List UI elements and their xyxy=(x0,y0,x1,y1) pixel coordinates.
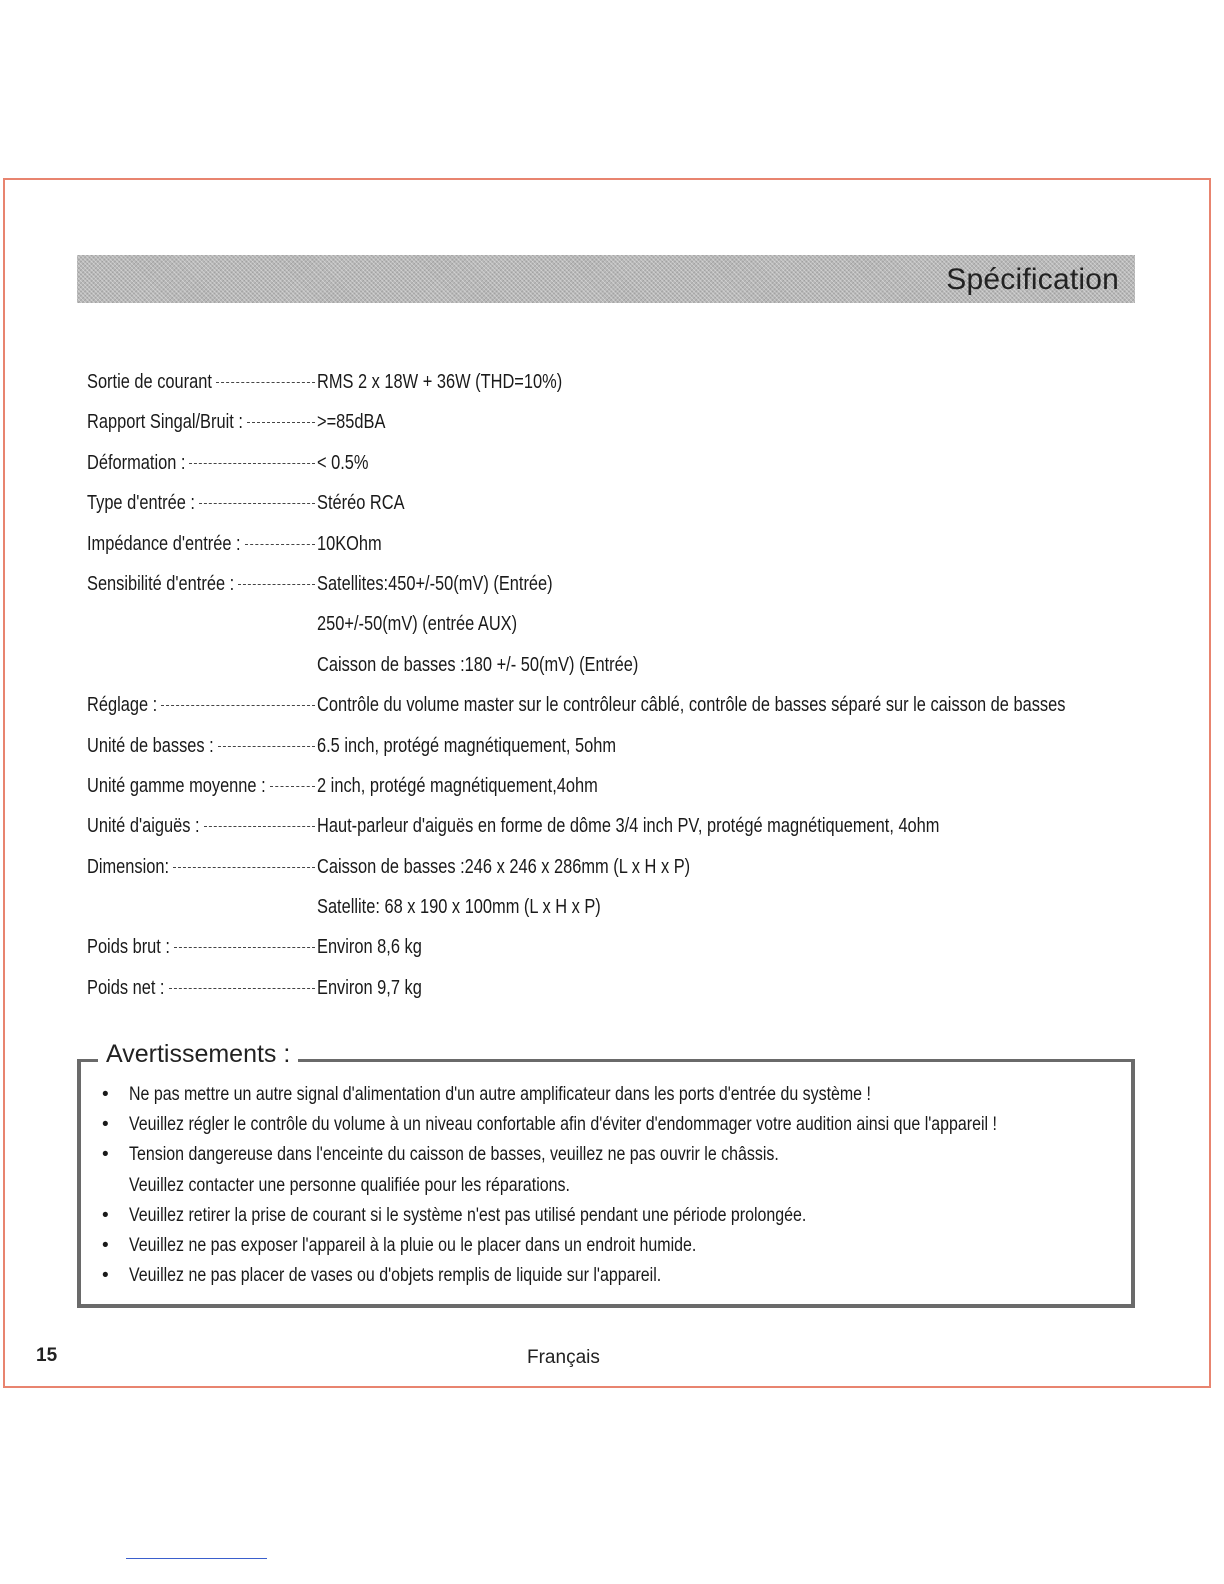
warning-item xyxy=(102,1171,1132,1201)
spec-value: 6.5 inch, protégé magnétiquement, 5ohm xyxy=(317,734,617,757)
spec-leader-dashes xyxy=(245,544,315,545)
footer-language: Français xyxy=(527,1347,600,1368)
spec-value: >=85dBA xyxy=(317,411,386,434)
spec-leader-dashes xyxy=(218,746,315,747)
spec-row xyxy=(87,726,1147,766)
spec-row xyxy=(87,887,1147,927)
spec-row xyxy=(87,402,1147,442)
bullet-icon: • xyxy=(102,1235,109,1257)
spec-leader-dashes xyxy=(270,786,315,787)
warning-text: Veuillez ne pas exposer l'appareil à la pluie ou le placer dans un endroit humide. xyxy=(129,1235,697,1257)
spec-leader-dashes xyxy=(161,705,315,706)
warning-text: Veuillez contacter une personne qualifiée pour les réparations. xyxy=(129,1174,570,1196)
spec-row xyxy=(87,362,1147,402)
bullet-icon: • xyxy=(102,1114,109,1136)
spec-value: < 0.5% xyxy=(317,451,369,474)
bottom-rule xyxy=(126,1558,267,1559)
spec-value: Environ 8,6 kg xyxy=(317,936,422,959)
spec-row xyxy=(87,847,1147,887)
spec-row xyxy=(87,564,1147,604)
spec-label: Rapport Singal/Bruit : xyxy=(87,411,243,434)
spec-value: 10KOhm xyxy=(317,532,382,555)
spec-row xyxy=(87,766,1147,806)
warning-item xyxy=(102,1261,1132,1291)
spec-value: RMS 2 x 18W + 36W (THD=10%) xyxy=(317,371,563,393)
spec-value: Haut-parleur d'aiguës en forme de dôme 3/4 inch PV, protégé magnétiquement, 4ohm xyxy=(317,815,940,838)
spec-row xyxy=(87,483,1147,523)
spec-row xyxy=(87,645,1147,685)
warnings-title: Avertissements : xyxy=(98,1040,298,1069)
warning-item xyxy=(102,1201,1132,1231)
warnings-list xyxy=(102,1080,1132,1291)
spec-value: Stéréo RCA xyxy=(317,492,405,515)
spec-label: Dimension: xyxy=(87,855,170,878)
spec-label: Poids net : xyxy=(87,976,165,999)
spec-row xyxy=(87,443,1147,483)
spec-value: Caisson de basses :180 +/- 50(mV) (Entrée) xyxy=(317,653,639,676)
spec-label: Sensibilité d'entrée : xyxy=(87,572,235,595)
spec-row xyxy=(87,927,1147,967)
spec-leader-dashes xyxy=(247,422,315,423)
spec-value: Satellite: 68 x 190 x 100mm (L x H x P) xyxy=(317,896,601,919)
page-number: 15 xyxy=(36,1345,58,1366)
title-bar xyxy=(77,255,1135,303)
spec-leader-dashes xyxy=(189,463,315,464)
warning-item xyxy=(102,1080,1132,1110)
warning-text: Veuillez régler le contrôle du volume à un niveau confortable afin d'éviter d'endommager votre audition ainsi que l'appareil ! xyxy=(129,1114,997,1136)
warning-item xyxy=(102,1231,1132,1261)
spec-row xyxy=(87,806,1147,846)
spec-row xyxy=(87,524,1147,564)
spec-label: Unité gamme moyenne : xyxy=(87,774,266,797)
spec-value: Caisson de basses :246 x 246 x 286mm (L x H x P) xyxy=(317,855,691,878)
spec-label: Poids brut : xyxy=(87,936,170,959)
spec-value: Satellites:450+/-50(mV) (Entrée) xyxy=(317,572,553,595)
spec-leader-dashes xyxy=(199,503,315,504)
spec-leader-dashes xyxy=(216,382,315,383)
spec-label: Unité d'aiguës : xyxy=(87,815,200,838)
bullet-icon: • xyxy=(102,1084,109,1105)
spec-label: Impédance d'entrée : xyxy=(87,532,241,555)
spec-list xyxy=(87,362,1147,1008)
bullet-icon: • xyxy=(102,1144,109,1166)
spec-value: 2 inch, protégé magnétiquement,4ohm xyxy=(317,774,598,797)
page-title: Spécification xyxy=(946,263,1119,296)
spec-leader-dashes xyxy=(174,947,315,948)
spec-label: Réglage : xyxy=(87,694,158,717)
spec-value: 250+/-50(mV) (entrée AUX) xyxy=(317,613,518,636)
spec-row xyxy=(87,685,1147,725)
bullet-icon: • xyxy=(102,1204,109,1226)
warning-item xyxy=(102,1140,1132,1170)
spec-label: Sortie de courant xyxy=(87,371,212,393)
spec-row xyxy=(87,968,1147,1008)
spec-value: Contrôle du volume master sur le contrôleur câblé, contrôle de basses séparé sur le caisson de basses xyxy=(317,694,1066,717)
spec-row xyxy=(87,604,1147,644)
bullet-icon: • xyxy=(102,1265,109,1287)
spec-leader-dashes xyxy=(169,988,315,989)
warning-item xyxy=(102,1110,1132,1140)
warning-text: Veuillez ne pas placer de vases ou d'objets remplis de liquide sur l'appareil. xyxy=(129,1265,662,1287)
spec-leader-dashes xyxy=(238,584,315,585)
warning-text: Veuillez retirer la prise de courant si le système n'est pas utilisé pendant une période prolongée. xyxy=(129,1204,807,1226)
spec-value: Environ 9,7 kg xyxy=(317,976,422,999)
spec-label: Unité de basses : xyxy=(87,734,214,757)
spec-label: Déformation : xyxy=(87,451,186,474)
warning-text: Ne pas mettre un autre signal d'alimentation d'un autre amplificateur dans les ports d'entrée du système ! xyxy=(129,1084,871,1105)
spec-leader-dashes xyxy=(204,826,315,827)
spec-leader-dashes xyxy=(173,867,315,868)
spec-label: Type d'entrée : xyxy=(87,492,195,515)
warning-text: Tension dangereuse dans l'enceinte du caisson de basses, veuillez ne pas ouvrir le châssis. xyxy=(129,1144,779,1166)
